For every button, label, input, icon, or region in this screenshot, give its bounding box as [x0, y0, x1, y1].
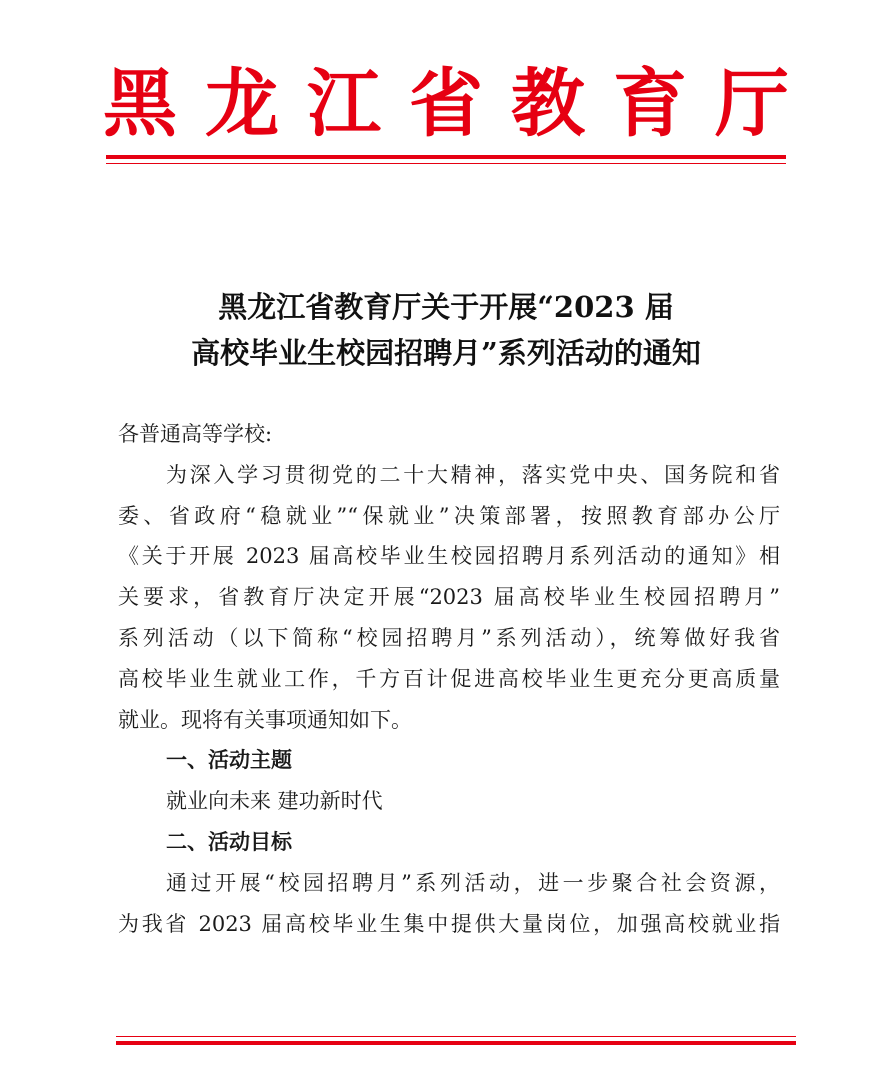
- letterhead: [0, 62, 892, 146]
- paragraph-line: 通过开展“校园招聘月”系列活动，进一步聚合社会资源，: [166, 870, 780, 895]
- paragraph-line: 就业。现将有关事项通知如下。: [118, 707, 412, 732]
- section-body-theme: 就业向未来 建功新时代: [166, 789, 383, 814]
- document-title-line: 黑龙江省教育厅关于开展“2023 届: [218, 290, 674, 324]
- paragraph-line: 委、省政府“稳就业”“保就业”决策部署，按照教育部办公厅: [118, 503, 780, 528]
- salutation: 各普通高等学校:: [118, 422, 273, 446]
- paragraph-line: 为我省 2023 届高校毕业生集中提供大量岗位，加强高校就业指: [118, 911, 780, 936]
- document-body: [118, 414, 780, 944]
- letterhead-rule-thick: [106, 155, 786, 159]
- paragraph-line: 关要求，省教育厅决定开展“2023 届高校毕业生校园招聘月”: [118, 585, 780, 610]
- footer-rule-thin: [116, 1036, 796, 1037]
- footer-rule-thick: [116, 1041, 796, 1045]
- section-heading-theme: 一、活动主题: [166, 748, 292, 773]
- goal-paragraph: [118, 863, 780, 945]
- document-title-line: 高校毕业生校园招聘月”系列活动的通知: [191, 336, 701, 370]
- paragraph-line: 为深入学习贯彻党的二十大精神，落实党中央、国务院和省: [166, 462, 780, 487]
- document-title: [80, 284, 812, 376]
- letterhead-agency-name: 黑龙江省教育厅: [103, 61, 817, 147]
- section-heading-goal: 二、活动目标: [166, 829, 292, 854]
- paragraph-line: 高校毕业生就业工作，千方百计促进高校毕业生更充分更高质量: [118, 666, 780, 691]
- paragraph-line: 《关于开展 2023 届高校毕业生校园招聘月系列活动的通知》相: [118, 544, 780, 569]
- intro-paragraph: [118, 455, 780, 741]
- letterhead-rule-thin: [106, 163, 786, 164]
- paragraph-line: 系列活动（以下简称“校园招聘月”系列活动），统筹做好我省: [118, 625, 780, 650]
